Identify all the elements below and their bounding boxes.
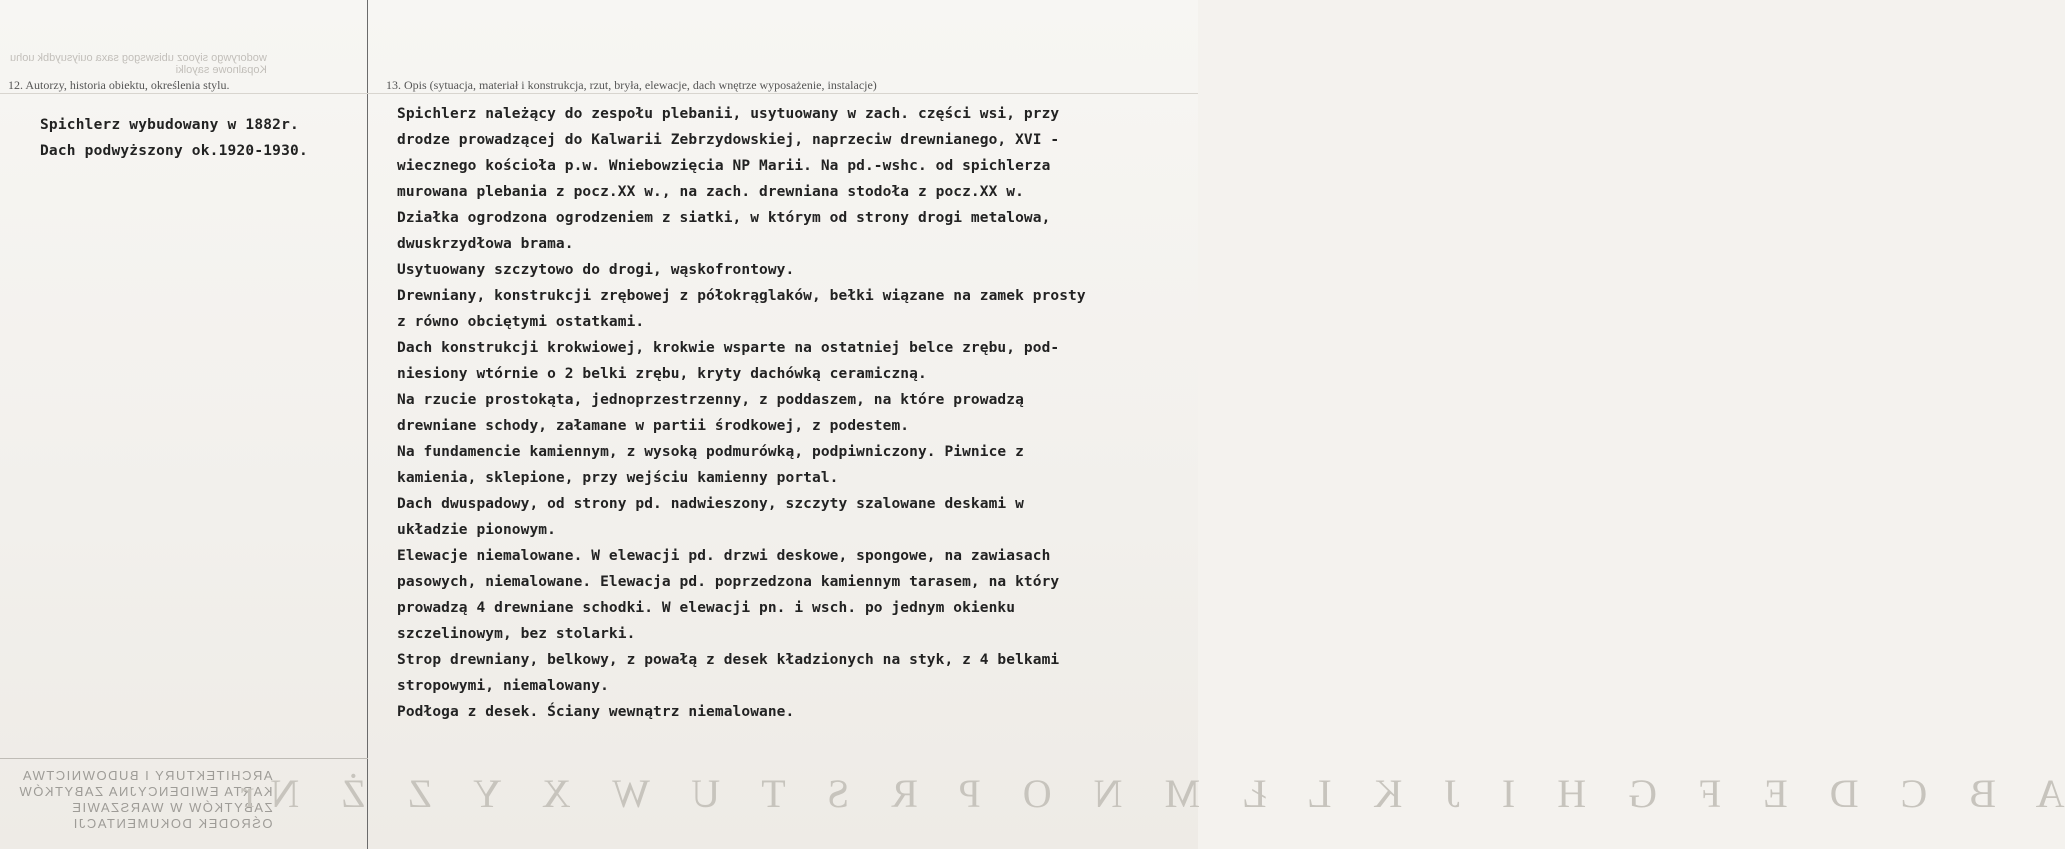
description-line: Elewacje niemalowane. W elewacji pd. drzwi deskowe, spongowe, na zawiasach: [397, 548, 1051, 564]
description-line: drewniane schody, załamane w partii środkowej, z podestem.: [397, 418, 910, 434]
column-divider: [367, 0, 368, 849]
history-line: Spichlerz wybudowany w 1882r.: [40, 117, 299, 133]
description-line: Dach dwuspadowy, od strony pd. nadwieszony, szczyty szalowane deskami w: [397, 496, 1024, 512]
header-rule: [0, 93, 1198, 94]
description-line: szczelinowym, bez stolarki.: [397, 626, 636, 642]
description-line: drodze prowadzącej do Kalwarii Zebrzydowskiej, naprzeciw drewnianego, XVI -: [397, 132, 1060, 148]
description-line: z równo obciętymi ostatkami.: [397, 314, 645, 330]
stamp-line: ZABYTKÓW W WARSZAWIE: [70, 800, 273, 815]
description-line: Usytuowany szczytowo do drogi, wąskofrontowy.: [397, 262, 795, 278]
bleed-through-header: wodorywgo siyooz ubiswsgog saxa ouiysuydbk uohu Kopalnowe sayolki: [10, 52, 267, 76]
stamp-line: ARCHITEKTURY I BUDOWNICTWA: [21, 768, 273, 783]
description-line: Na rzucie prostokąta, jednoprzestrzenny, z poddaszem, na które prowadzą: [397, 392, 1024, 408]
description-line: prowadzą 4 drewniane schodki. W elewacji pn. i wsch. po jednym okienku: [397, 600, 1016, 616]
section-12-header: 12. Autorzy, historia obiektu, określenia stylu.: [8, 78, 230, 92]
description-line: Spichlerz należący do zespołu plebanii, usytuowany w zach. części wsi, przy: [397, 106, 1060, 122]
description-line: stropowymi, niemalowany.: [397, 678, 609, 694]
description-line: dwuskrzydłowa brama.: [397, 236, 574, 252]
description-line: kamienia, sklepione, przy wejściu kamienny portal.: [397, 470, 839, 486]
footer-rule: [0, 758, 368, 759]
description-line: Drewniany, konstrukcji zrębowej z półokrąglaków, bełki wiązane na zamek prosty: [397, 288, 1086, 304]
description-line: wiecznego kościoła p.w. Wniebowzięcia NP Marii. Na pd.-wshc. od spichlerza: [397, 158, 1051, 174]
description-line: Na fundamencie kamiennym, z wysoką podmurówką, podpiwniczony. Piwnice z: [397, 444, 1024, 460]
description-line: Działka ogrodzona ogrodzeniem z siatki, w którym od strony drogi metalowa,: [397, 210, 1051, 226]
history-line: Dach podwyższony ok.1920-1930.: [40, 143, 308, 159]
description-line: układzie pionowym.: [397, 522, 556, 538]
description-line: murowana plebania z pocz.XX w., na zach. drewniana stodoła z pocz.XX w.: [397, 184, 1024, 200]
bleed-through-alphabet: A B C D E F G H I J K L Ł M N O P R S T U W X Y Z Ż Nr: [225, 771, 2065, 816]
stamp-line: OŚRODEK DOKUMENTACJI: [72, 816, 273, 831]
description-line: Dach konstrukcji krokwiowej, krokwie wsparte na ostatniej belce zrębu, pod-: [397, 340, 1060, 356]
description-line: Podłoga z desek. Ściany wewnątrz niemalowane.: [397, 704, 795, 720]
section-13-header: 13. Opis (sytuacja, materiał i konstrukcja, rzut, bryła, elewacje, dach wnętrze wyposażenie, instalacje): [386, 78, 877, 92]
history-text: [40, 112, 308, 164]
description-line: niesiony wtórnie o 2 belki zrębu, kryty dachówką ceramiczną.: [397, 366, 927, 382]
description-line: pasowych, niemalowane. Elewacja pd. poprzedzona kamiennym tarasem, na który: [397, 574, 1060, 590]
description-line: Strop drewniany, belkowy, z powałą z desek kładzionych na styk, z 4 belkami: [397, 652, 1060, 668]
stamp-line: KARTA EWIDENCYJNA ZABYTKÓW: [18, 784, 273, 799]
description-text: [397, 101, 1187, 725]
